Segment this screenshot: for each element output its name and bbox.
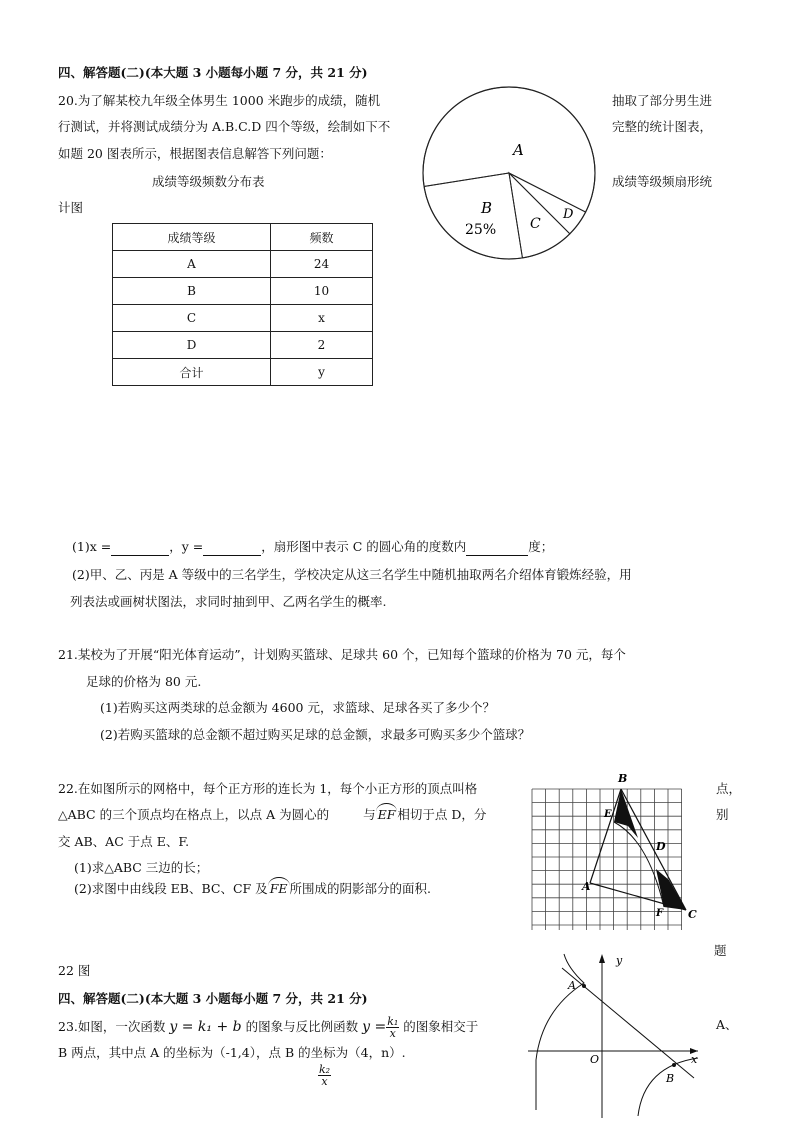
q20-sub1-b: ，y =	[169, 539, 204, 554]
q23-section-header: 四、解答题(二)(本大题 3 小题每小题 7 分，共 21 分)	[58, 991, 368, 1006]
point-b-label: B	[618, 772, 628, 785]
table-cell: C	[113, 305, 271, 332]
point-d-label: D	[656, 840, 666, 853]
pie-label-a: A	[513, 141, 524, 159]
q22-fig-label: 22 图	[58, 963, 91, 978]
q23-line1-b: 的图象与反比例函数	[245, 1019, 359, 1034]
q22-line2-c: 相切于点 D，分	[397, 807, 487, 822]
q22-line2-b: 与	[363, 807, 376, 822]
q22-sub2	[74, 880, 431, 898]
y-axis-arrow	[599, 954, 605, 963]
pie-label-d: D	[563, 207, 574, 222]
table-row	[113, 332, 373, 359]
axis-x-label: x	[691, 1053, 698, 1066]
table-cell: x	[271, 305, 373, 332]
equation-linear: y = k₁ + b	[169, 1019, 242, 1035]
answer-blank-angle[interactable]	[466, 541, 528, 556]
hyperbola-branch-left	[536, 954, 584, 1110]
point-f-label: F	[656, 908, 664, 919]
function-graph	[528, 950, 704, 1120]
point-b-label: B	[666, 1072, 675, 1085]
point-a	[582, 984, 586, 988]
q22-line3: 交 AB、AC 于点 E、F.	[58, 834, 190, 849]
q20-line2-right: 完整的统计图表，	[612, 119, 713, 134]
table-row	[113, 278, 373, 305]
table-cell: 2	[271, 332, 373, 359]
table-cell: 10	[271, 278, 373, 305]
pie-caption: 成绩等级频扇形统	[612, 174, 713, 189]
table-row	[113, 251, 373, 278]
q22-sub2-b: 所围成的阴影部分的面积.	[289, 881, 431, 896]
frequency-table	[112, 223, 373, 386]
origin-label: O	[590, 1053, 600, 1066]
point-a-label: A	[582, 880, 591, 893]
q23-line1-c: 的图象相交于	[403, 1019, 479, 1034]
axis-y-label: y	[616, 954, 623, 967]
side-bc	[621, 789, 686, 910]
hyperbola-branch-right	[638, 1058, 698, 1116]
q23-line1-right: A、	[716, 1017, 738, 1032]
table-cell: 24	[271, 251, 373, 278]
q20-sub2-line2: 列表法或画树状图法，求同时抽到甲、乙两名学生的概率.	[70, 594, 387, 609]
q23-line2: B 两点，其中点 A 的坐标为（-1,4），点 B 的坐标为（4，n）.	[58, 1045, 406, 1060]
table-cell: 合计	[113, 359, 271, 386]
q23-stray-frac	[318, 1064, 331, 1087]
q21-line2: 足球的价格为 80 元.	[86, 674, 202, 689]
table-header: 频数	[271, 224, 373, 251]
table-cell: A	[113, 251, 271, 278]
q22-sub2-a: (2)求图中由线段 EB、BC、CF 及	[74, 881, 268, 896]
frac-numerator: k₂	[319, 1063, 331, 1076]
table-row	[113, 305, 373, 332]
q20-sub2-line1: (2)甲、乙、丙是 A 等级中的三名学生，学校决定从这三名学生中随机抽取两名介绍体育锻炼经验，用	[72, 567, 632, 582]
q22-line2-a: △ABC 的三个顶点均在格点上，以点 A 为圆心的	[58, 807, 330, 822]
pie-chart	[420, 82, 610, 264]
table-caption: 成绩等级频数分布表	[152, 174, 265, 189]
q20-line2: 行测试，并将测试成绩分为 A.B.C.D 四个等级，绘制如下不	[58, 119, 391, 134]
q20-line3: 如题 20 图表所示，根据图表信息解答下列问题：	[58, 146, 332, 161]
q20-line1-right: 抽取了部分男生进	[612, 93, 713, 108]
q22-line1-right: 点，	[716, 781, 742, 796]
arc-ef: EF	[377, 807, 396, 822]
table-header: 成绩等级	[113, 224, 271, 251]
pie-label-c: C	[530, 216, 541, 232]
q20-sub1-c: ，扇形图中表示 C 的圆心角的度数内	[261, 539, 467, 554]
q23-line1-a: 23.如图，一次函数	[58, 1019, 166, 1034]
q21-line1: 21.某校为了开展“阳光体育运动”，计划购买篮球、足球共 60 个，已知每个篮球的价格为 70 元，每个	[58, 647, 626, 662]
pie-label-b: B	[481, 199, 493, 217]
equation-inverse-frac	[386, 1016, 399, 1039]
q21-sub2: (2)若购买篮球的总金额不超过购买足球的总金额，求最多可购买多少个篮球？	[100, 727, 531, 742]
table-row	[113, 359, 373, 386]
q22-line1: 22.在如图所示的网格中，每个正方形的连长为 1，每个小正方形的顶点叫格	[58, 781, 478, 796]
point-b	[672, 1063, 676, 1067]
frac-denominator: x	[321, 1075, 328, 1088]
arc-ef-curve	[614, 822, 664, 907]
q22-line2	[58, 806, 486, 824]
point-c-label: C	[688, 908, 697, 921]
q20-sub1	[72, 538, 553, 556]
answer-blank-y[interactable]	[203, 541, 261, 556]
answer-blank-x[interactable]	[111, 541, 169, 556]
point-e-label: E	[604, 809, 612, 820]
q22-line2-right: 别	[716, 807, 729, 822]
pie-caption-cont: 计图	[58, 200, 84, 215]
q20-sub1-a: (1)x =	[72, 539, 112, 554]
frac-denominator: x	[389, 1027, 396, 1040]
table-cell: D	[113, 332, 271, 359]
q22-fig-label-right: 题	[714, 943, 727, 958]
q20-sub1-d: 度；	[528, 539, 554, 554]
q23-line1	[58, 1016, 478, 1039]
side-ab	[590, 789, 621, 883]
q22-sub1: (1)求△ABC 三边的长；	[74, 860, 209, 875]
table-cell: y	[271, 359, 373, 386]
frac-numerator: k₁	[387, 1015, 399, 1028]
equation-inverse-lhs: y =	[362, 1019, 387, 1035]
grid-figure	[528, 770, 698, 930]
q20-line1: 20.为了解某校九年级全体男生 1000 米跑步的成绩，随机	[58, 93, 381, 108]
table-cell: B	[113, 278, 271, 305]
line-graph	[562, 968, 694, 1078]
q21-sub1: (1)若购买这两类球的总金额为 4600 元，求篮球、足球各买了多少个？	[100, 700, 495, 715]
section-header: 四、解答题(二)(本大题 3 小题每小题 7 分，共 21 分)	[58, 65, 368, 80]
table-header-row	[113, 224, 373, 251]
point-a-label: A	[568, 979, 576, 992]
pie-label-b-pct: 25%	[465, 222, 497, 238]
arc-fe: FE	[269, 881, 288, 896]
